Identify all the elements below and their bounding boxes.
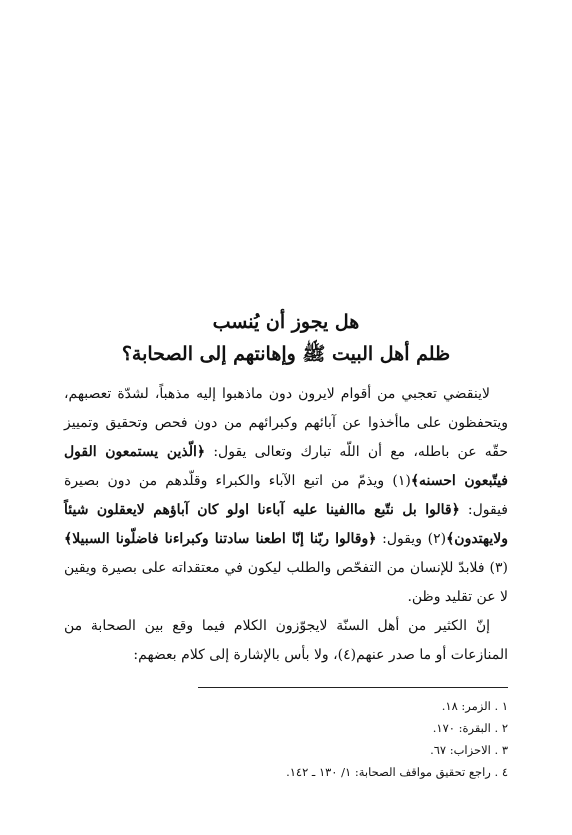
footnote-4: ٤ . راجع تحقيق مواقف الصحابة: ١/ ١٣٠ ـ ١٤٢. bbox=[286, 765, 508, 779]
paragraph-2-text: إنّ الكثير من أهل السنّة لايجوّزون الكلام فيما وقع بين الصحابة من المنازعات أو ما صدر عنهم(٤)، ولا بأس بالإشارة إلى كلام بعضهم: bbox=[64, 618, 508, 663]
footnote-divider bbox=[198, 687, 508, 688]
paragraph-1-text-d: (٣) فلابدّ للإنسان من التفحّص والطلب ليكون في معتقداته على بصيرة ويقين لا عن تقليد وظن. bbox=[64, 560, 508, 605]
quran-quote-1: ﴿الّذين يستمعون القول فيتّبعون احسنه﴾ bbox=[64, 444, 508, 489]
footnotes bbox=[178, 695, 508, 783]
paragraph-1-text-b: (١) ويذمّ من اتبع الآباء والكبراء وقلّدهم من دون بصيرة فيقول: bbox=[64, 473, 508, 518]
body-text bbox=[64, 380, 508, 670]
paragraph-1 bbox=[64, 380, 508, 612]
title-line-1: هل يجوز أن يُنسب bbox=[212, 311, 360, 333]
paragraph-2 bbox=[64, 612, 508, 670]
quran-quote-3: ﴿وقالوا ربّنا إنّا اطعنا سادتنا وكبراءنا فاضلّونا السبيلا﴾ bbox=[64, 531, 377, 547]
quran-quote-2: ﴿قالوا بل نتّبع ماالفينا عليه آباءنا اولو كان آباؤهم لايعقلون شيئاً ولايهتدون﴾ bbox=[64, 502, 508, 547]
section-title bbox=[60, 306, 512, 370]
footnote-3: ٣ . الاحزاب: ٦٧. bbox=[430, 743, 508, 757]
footnote-1: ١ . الزمر: ١٨. bbox=[441, 699, 508, 713]
title-line-2: ظلم أهل البيت ﷺ وإهانتهم إلى الصحابة؟ bbox=[121, 343, 451, 365]
footnote-2: ٢ . البقرة: ١٧٠. bbox=[432, 721, 508, 735]
paragraph-1-text-c: (٢) ويقول: bbox=[376, 531, 447, 547]
paragraph-1-text-a: لاينقضي تعجبي من أقوام لايرون دون ماذهبوا إليه مذهباً، لشدّة تعصبهم، ويتحفظون على ماأخذوا عن آبائهم وكبرائهم من دون فحص وتحقيق وتمييز حقّه عن باطله، مع أن اللّه تبارك وتعالى يقول: bbox=[64, 386, 508, 460]
